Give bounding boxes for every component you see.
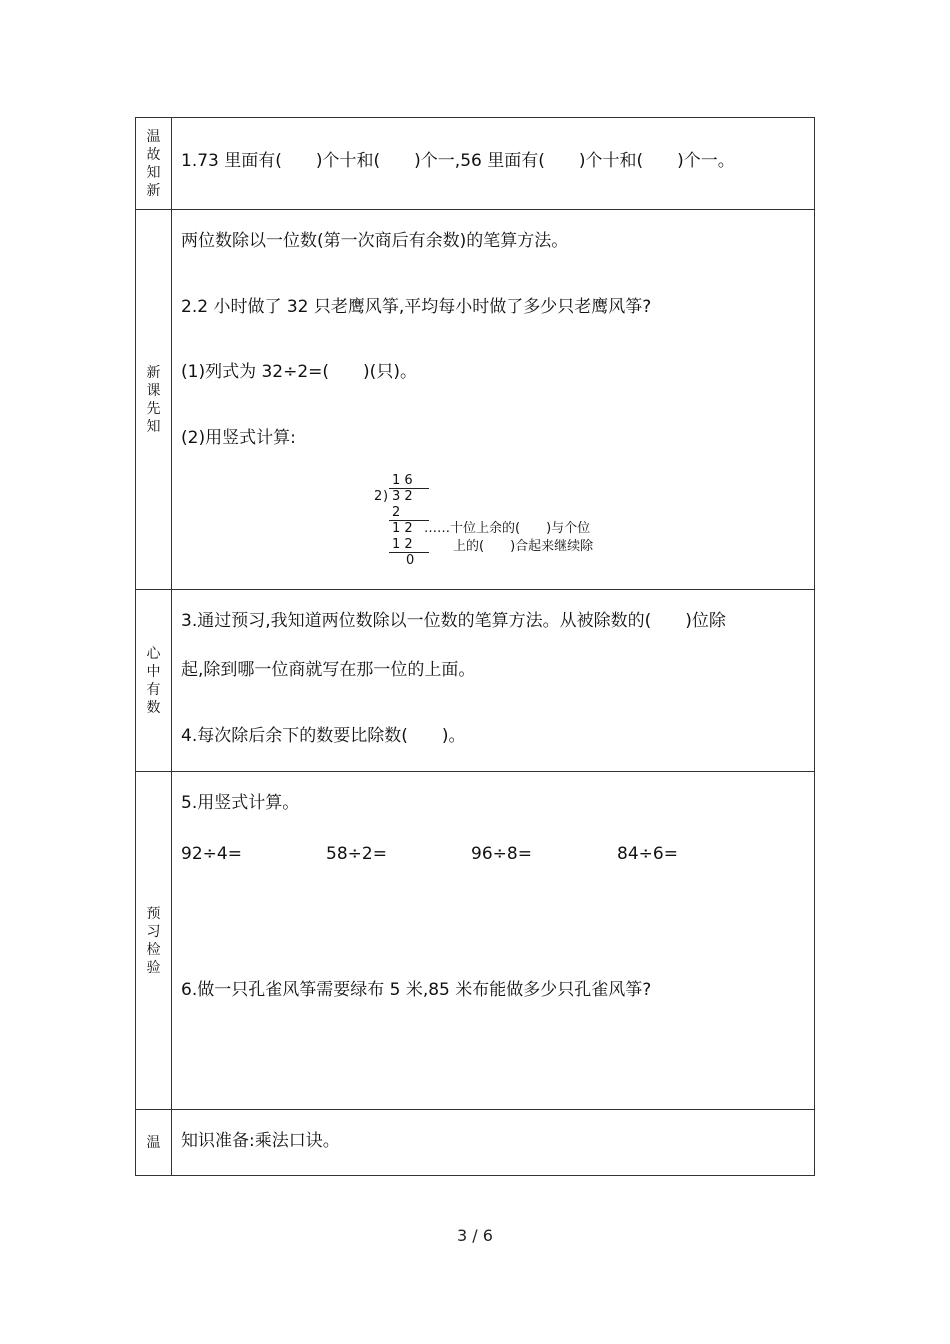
question-3-line-2: 起,除到哪一位商就写在那一位的上面。	[181, 660, 476, 680]
question-5: 5.用竖式计算。	[181, 793, 300, 813]
method-heading: 两位数除以一位数(第一次商后有余数)的笔算方法。	[181, 231, 569, 251]
row-preview-check	[136, 772, 815, 1110]
ld-note-line-1: ……十位上余的( )与个位	[424, 521, 591, 536]
question-2: 2.2 小时做了 32 只老鹰风筝,平均每小时做了多少只老鹰风筝?	[181, 297, 652, 317]
row-new-lesson	[136, 210, 815, 590]
question-1: 1.73 里面有( )个十和( )个一,56 里面有( )个十和( )个一。	[181, 151, 735, 171]
equation-3: 96÷8=	[471, 844, 532, 864]
new-lesson-content	[172, 210, 815, 590]
ld-bracket: )	[383, 489, 389, 504]
ld-note-line-2: 上的( )合起来继续除	[453, 539, 594, 554]
page-number: 3 / 6	[457, 1226, 493, 1245]
question-6: 6.做一只孔雀风筝需要绿布 5 米,85 米布能做多少只孔雀风筝?	[181, 980, 652, 1000]
question-2-part-2: (2)用竖式计算:	[181, 428, 296, 448]
ld-step-1: 2	[392, 505, 401, 520]
question-4: 4.每次除后余下的数要比除数( )。	[181, 726, 466, 746]
question-2-part-1: (1)列式为 32÷2=( )(只)。	[181, 362, 417, 382]
ld-dividend: 3 2	[392, 489, 413, 504]
ld-quotient: 1 6	[392, 473, 413, 488]
ld-step-2: 1 2	[392, 521, 413, 536]
ld-divisor: 2	[374, 489, 383, 504]
row-in-mind	[136, 590, 815, 772]
question-3-line-1: 3.通过预习,我知道两位数除以一位数的笔算方法。从被除数的( )位除	[181, 611, 726, 631]
row-label-review-2: 温	[136, 1110, 172, 1176]
long-division-figure	[372, 472, 632, 572]
knowledge-prep: 知识准备:乘法口诀。	[181, 1131, 340, 1151]
row-review-2	[136, 1110, 815, 1176]
in-mind-content	[172, 590, 815, 772]
equation-4: 84÷6=	[617, 844, 678, 864]
review-content	[172, 118, 815, 210]
worksheet-table	[135, 117, 815, 1176]
row-label-new-lesson: 新课先知	[136, 210, 172, 590]
row-label-in-mind: 心中有数	[136, 590, 172, 772]
row-label-review: 温故知新	[136, 118, 172, 210]
equation-2: 58÷2=	[326, 844, 387, 864]
equation-1: 92÷4=	[181, 844, 242, 864]
row-label-preview-check: 预习检验	[136, 772, 172, 1110]
ld-step-3: 1 2	[392, 537, 413, 552]
preview-check-content	[172, 772, 815, 1110]
review-2-content	[172, 1110, 815, 1176]
row-review	[136, 118, 815, 210]
ld-remainder: 0	[406, 553, 415, 568]
